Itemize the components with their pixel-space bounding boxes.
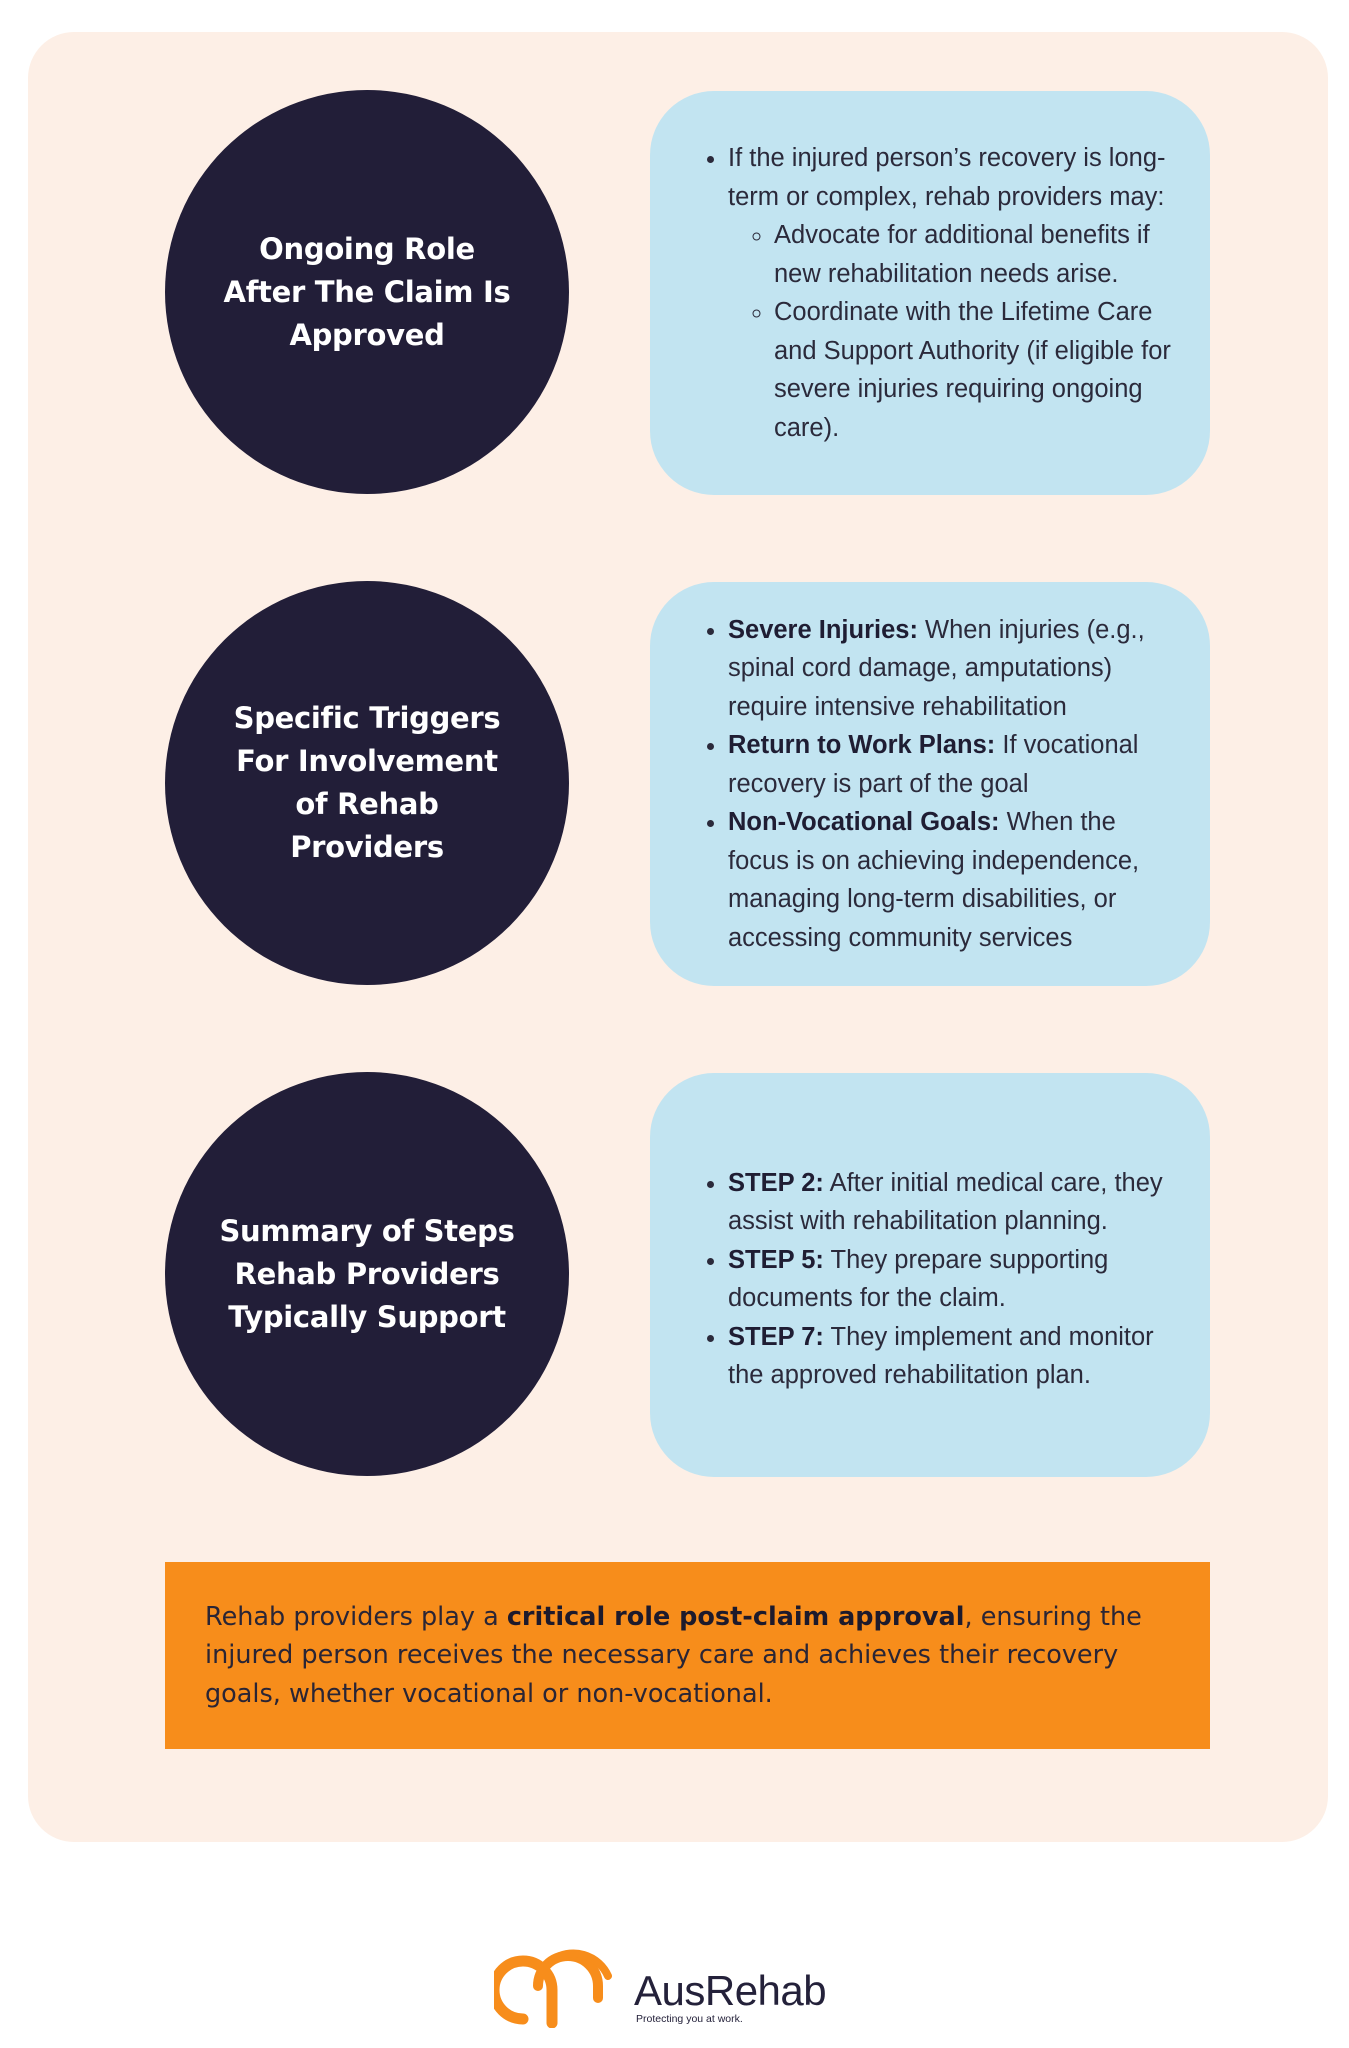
item-label: Severe Injuries:: [728, 615, 918, 644]
section-2-card: [650, 582, 1210, 986]
item-label: STEP 2:: [728, 1168, 824, 1197]
section-3-card: [650, 1073, 1210, 1477]
item-text: After initial medical care, they assist with rehabilitation planning.: [728, 1168, 1163, 1235]
section-1-badge: [165, 90, 569, 494]
list-item: [728, 726, 1180, 803]
logo-tagline: Protecting you at work.: [636, 2013, 743, 2025]
section-2-title: Specific Triggers For Involvement of Rehab Providers: [233, 701, 501, 864]
item-label: Non-Vocational Goals:: [728, 808, 1000, 837]
ausrehab-logo: [494, 1928, 827, 2028]
ausrehab-logo-mark-icon: [494, 1928, 612, 2028]
list-item: ◦ Coordinate with the Lifetime Care and Support Authority (if eligible for severe injuries requiring ongoing care).: [774, 293, 1180, 447]
section-1-title: Ongoing Role After The Claim Is Approved: [223, 231, 511, 352]
section-2-list: [698, 611, 1180, 958]
section-1-intro: If the injured person’s recovery is long-term or complex, rehab providers may:: [728, 144, 1166, 211]
item-text: If vocational recovery is part of the goal: [728, 731, 1139, 798]
summary-emphasis: critical role post-claim approval: [506, 1601, 965, 1632]
section-1-sublist: [728, 216, 1180, 447]
section-1-card: [650, 91, 1210, 495]
list-item: [728, 139, 1180, 447]
item-text: They prepare supporting documents for the claim.: [728, 1245, 1109, 1312]
section-2-badge: [165, 581, 569, 985]
list-item: ◦ Advocate for additional benefits if new rehabilitation needs arise.: [774, 216, 1180, 293]
list-item: [728, 611, 1180, 727]
list-item: [728, 1241, 1180, 1318]
item-label: Return to Work Plans:: [728, 731, 996, 760]
list-item: [728, 1318, 1180, 1395]
summary-before: Rehab providers play a: [205, 1601, 507, 1632]
logo-name: AusRehab: [634, 1967, 827, 2014]
item-text: When injuries (e.g., spinal cord damage, amputations) require intensive rehabilitation: [728, 615, 1145, 721]
summary-text: [205, 1598, 1170, 1714]
list-item: [728, 803, 1180, 957]
section-3-list: [698, 1164, 1180, 1395]
section-1-list: [698, 139, 1180, 447]
item-text: When the focus is on achieving independence, managing long-term disabilities, or accessing community services: [728, 808, 1140, 952]
section-3-title: Summary of Steps Rehab Providers Typically Support: [219, 1213, 515, 1334]
item-label: STEP 5:: [728, 1245, 824, 1274]
item-text: They implement and monitor the approved rehabilitation plan.: [728, 1322, 1154, 1389]
item-label: STEP 7:: [728, 1322, 824, 1351]
list-item: [728, 1164, 1180, 1241]
summary-after: , ensuring the injured person receives the necessary care and achieves their recovery goals, whether vocational or non-vocational.: [205, 1601, 1142, 1709]
section-3-badge: [165, 1072, 569, 1476]
summary-banner: [165, 1562, 1210, 1749]
